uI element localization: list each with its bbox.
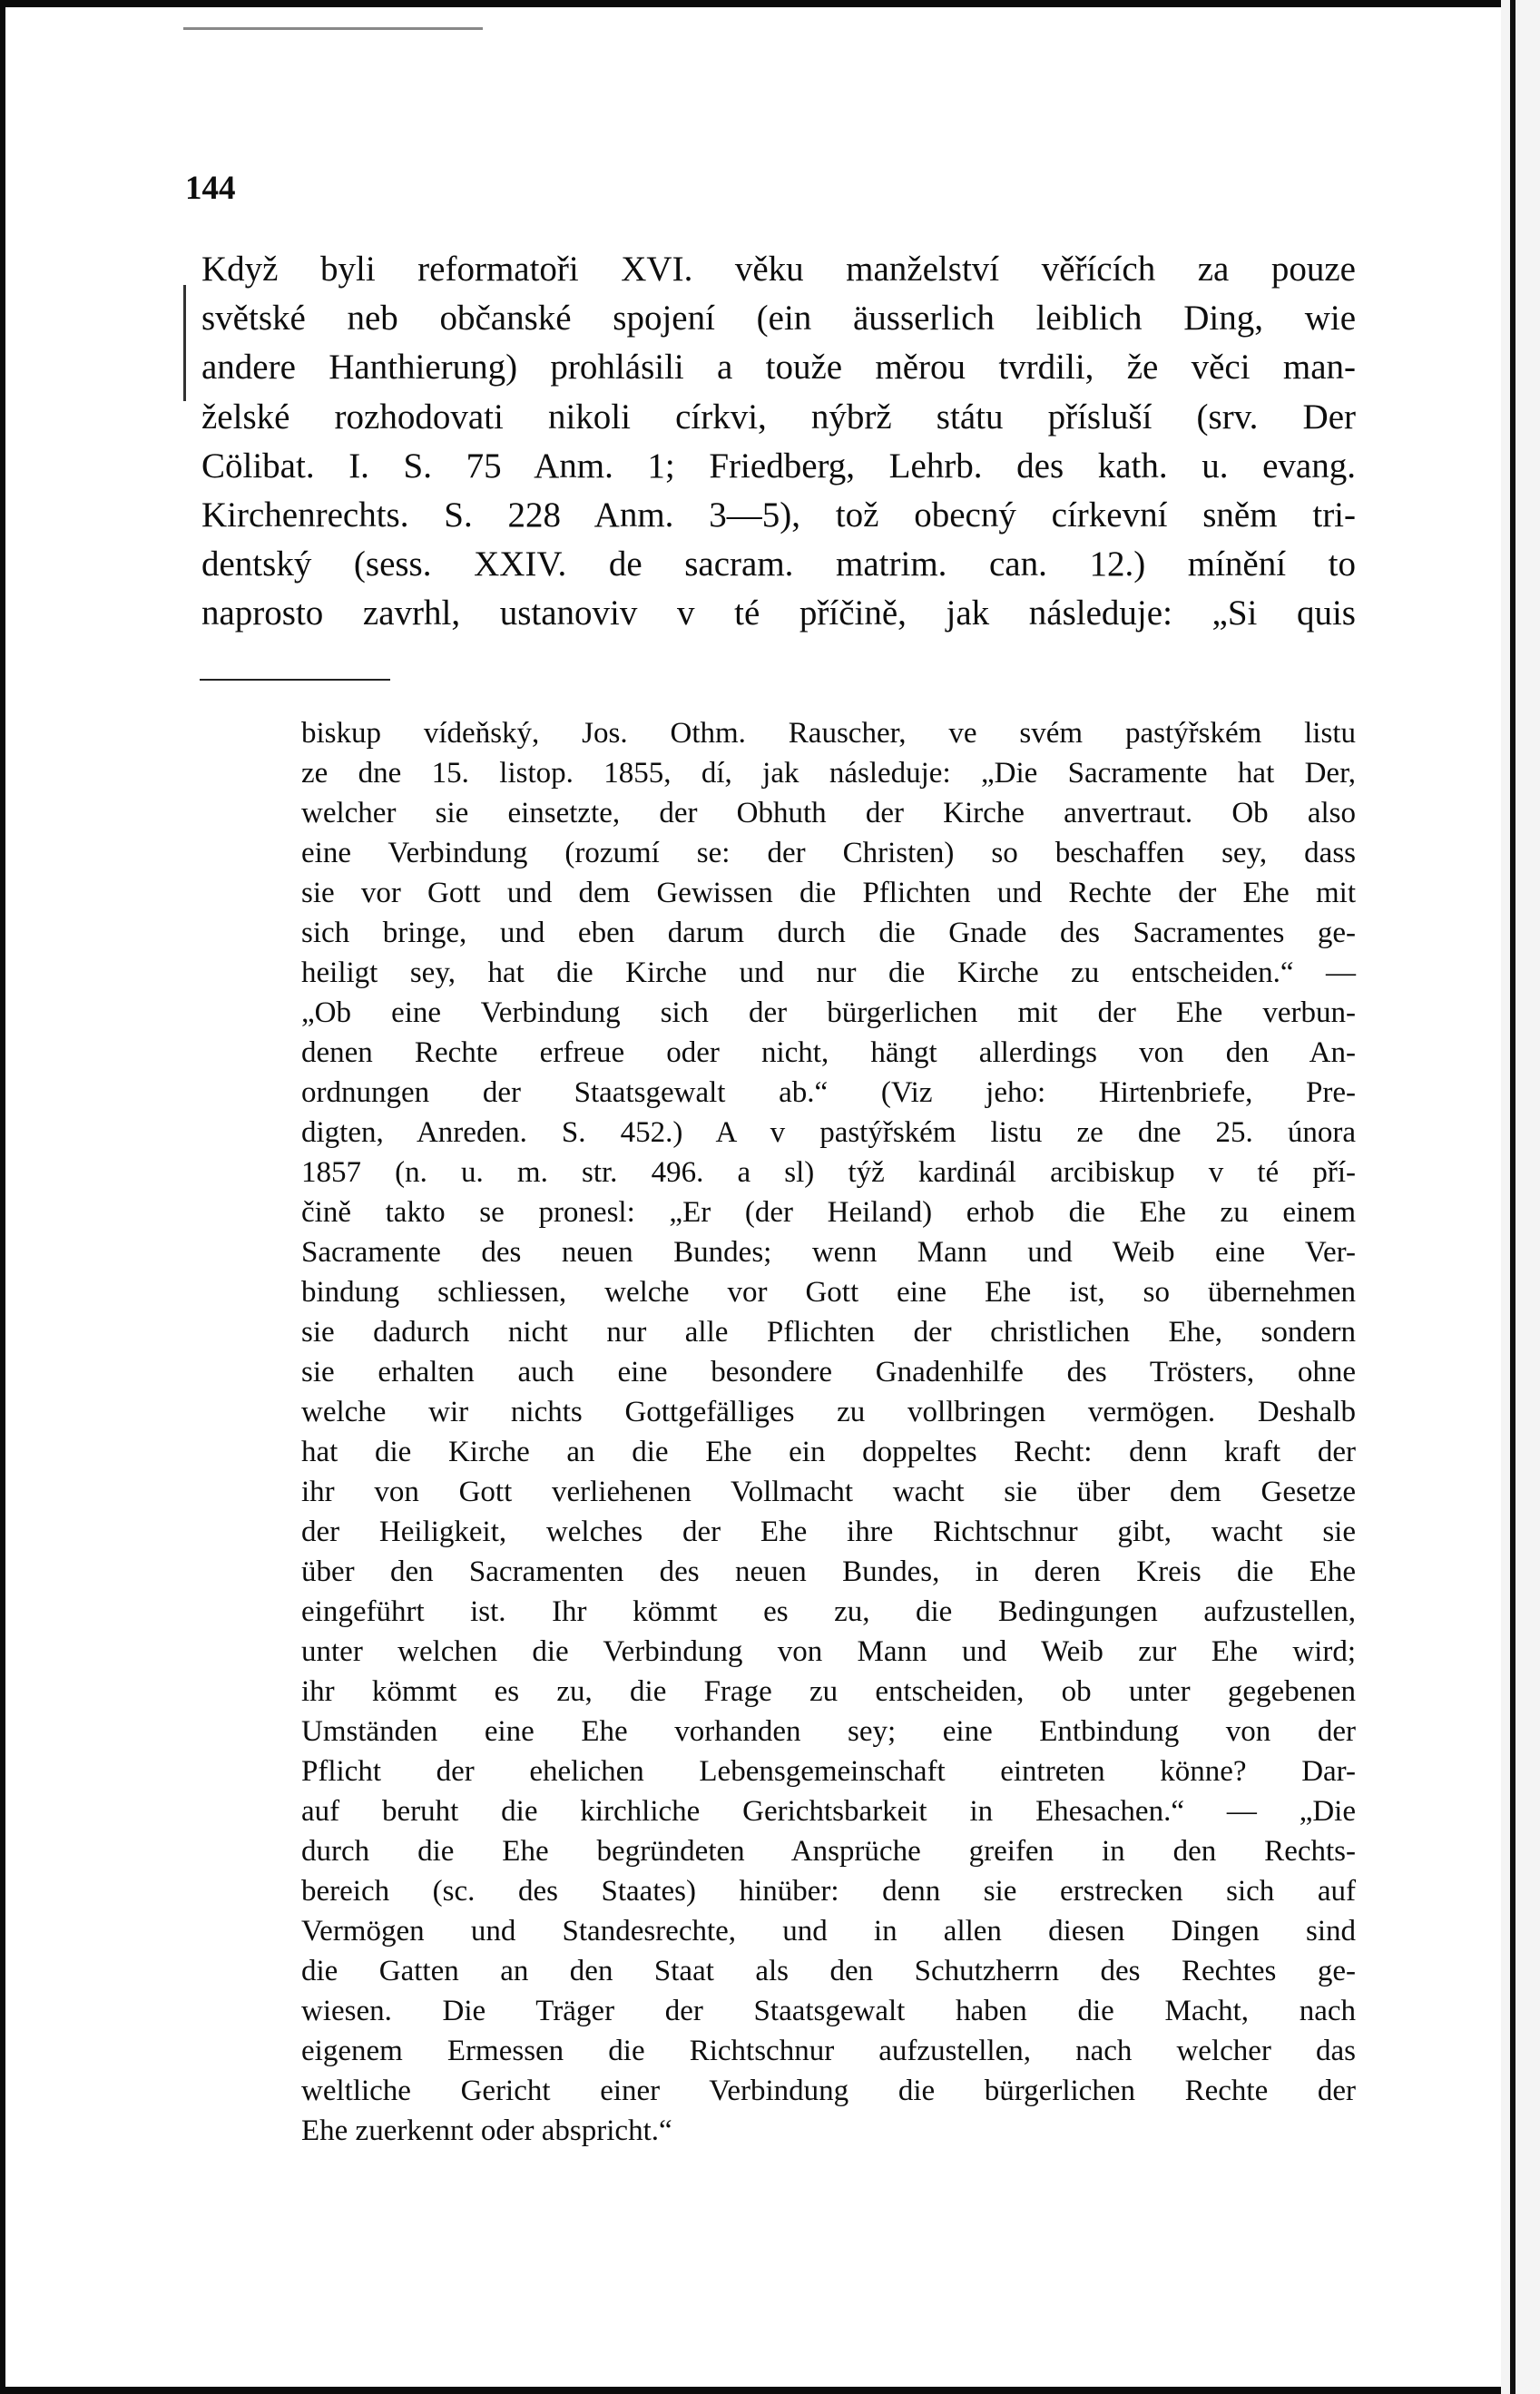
footnote-line: der Heiligkeit, welches der Ehe ihre Richtschnur gibt, wacht sie [301,1516,1356,1548]
footnote [301,713,1356,2151]
footnote-line: Sacramente des neuen Bundes; wenn Mann und Weib eine Ver- [301,1236,1356,1269]
footnote-line: biskup vídeňský, Jos. Othm. Rauscher, ve svém pastýřském listu [301,717,1356,750]
footnote-line: ihr kömmt es zu, die Frage zu entscheiden, ob unter gegebenen [301,1675,1356,1708]
footnote-line: Vermögen und Standesrechte, und in allen diesen Dingen sind [301,1915,1356,1948]
text-line: dentský (sess. XXIV. de sacram. matrim. can. 12.) mínění to [201,545,1356,584]
footnote-line: sie dadurch nicht nur alle Pflichten der christlichen Ehe, sondern [301,1316,1356,1349]
footnote-line: bereich (sc. des Staates) hinüber: denn sie erstrecken sich auf [301,1875,1356,1908]
footnote-line: Umständen eine Ehe vorhanden sey; eine Entbindung von der [301,1715,1356,1748]
footnote-line: Pflicht der ehelichen Lebensgemeinschaft eintreten könne? Dar- [301,1755,1356,1788]
footnote-line: sie vor Gott und dem Gewissen die Pflichten und Rechte der Ehe mit [301,877,1356,909]
text-line: andere Hanthierung) prohlásili a touže měrou tvrdili, že věci man- [201,348,1356,388]
footnote-line: hat die Kirche an die Ehe ein doppeltes Recht: denn kraft der [301,1436,1356,1468]
footnote-line: eigenem Ermessen die Richtschnur aufzustellen, nach welcher das [301,2035,1356,2067]
footnote-line: ordnungen der Staatsgewalt ab.“ (Viz jeho: Hirtenbriefe, Pre- [301,1076,1356,1109]
text-line: Cölibat. I. S. 75 Anm. 1; Friedberg, Lehrb. des kath. u. evang. [201,446,1356,486]
top-scan-mark [183,27,483,30]
footnote-line: ze dne 15. listop. 1855, dí, jak následuje: „Die Sacramente hat Der, [301,757,1356,790]
edge-line [1510,0,1515,2394]
footnote-line: über den Sacramenten des neuen Bundes, in deren Kreis die Ehe [301,1555,1356,1588]
footnote-line: Ehe zuerkennt oder abspricht.“ [301,2114,672,2147]
main-paragraph [201,245,1356,639]
footnote-line: ihr von Gott verliehenen Vollmacht wacht sie über dem Gesetze [301,1476,1356,1508]
footnote-line: eine Verbindung (rozumí se: der Christen) so beschaffen sey, dass [301,837,1356,869]
footnote-line: weltliche Gericht einer Verbindung die bürgerlichen Rechte der [301,2075,1356,2107]
footnote-line: denen Rechte erfreue oder nicht, hängt allerdings von den An- [301,1036,1356,1069]
footnote-line: heiligt sey, hat die Kirche und nur die Kirche zu entscheiden.“ — [301,957,1356,989]
footnote-line: sie erhalten auch eine besondere Gnadenhilfe des Trösters, ohne [301,1356,1356,1388]
footnote-line: die Gatten an den Staat als den Schutzherrn des Rechtes ge- [301,1955,1356,1987]
footnote-line: durch die Ehe begründeten Ansprüche greifen in den Rechts- [301,1835,1356,1868]
text-line: naprosto zavrhl, ustanoviv v té příčině, jak následuje: „Si quis [201,594,1356,633]
page-edge [1501,0,1540,2394]
margin-mark [183,285,186,401]
footnote-line: welche wir nichts Gottgefälliges zu vollbringen vermögen. Deshalb [301,1396,1356,1428]
book-page [5,7,1501,2387]
footnote-line: wiesen. Die Träger der Staatsgewalt haben die Macht, nach [301,1995,1356,2027]
text-line: světské neb občanské spojení (ein äusserlich leiblich Ding, wie [201,299,1356,338]
text-line: želské rozhodovati nikoli církvi, nýbrž státu přísluší (srv. Der [201,397,1356,437]
footnote-line: digten, Anreden. S. 452.) A v pastýřském listu ze dne 25. února [301,1116,1356,1149]
footnote-line: čině takto se pronesl: „Er (der Heiland) erhob die Ehe zu einem [301,1196,1356,1229]
footnote-line: „Ob eine Verbindung sich der bürgerlichen mit der Ehe verbun- [301,996,1356,1029]
page-number: 144 [185,170,236,207]
text-line: Když byli reformatoři XVI. věku manželství věřících za pouze [201,250,1356,289]
footnote-line: eingeführt ist. Ihr kömmt es zu, die Bedingungen aufzustellen, [301,1595,1356,1628]
footnote-line: 1857 (n. u. m. str. 496. a sl) týž kardinál arcibiskup v té pří- [301,1156,1356,1189]
footnote-line: auf beruht die kirchliche Gerichtsbarkeit in Ehesachen.“ — „Die [301,1795,1356,1828]
footnote-separator [200,679,390,681]
text-line: Kirchenrechts. S. 228 Anm. 3—5), tož obecný církevní sněm tri- [201,495,1356,535]
footnote-line: sich bringe, und eben darum durch die Gnade des Sacramentes ge- [301,917,1356,949]
footnote-line: bindung schliessen, welche vor Gott eine Ehe ist, so übernehmen [301,1276,1356,1309]
footnote-line: welcher sie einsetzte, der Obhuth der Kirche anvertraut. Ob also [301,797,1356,829]
footnote-line: unter welchen die Verbindung von Mann und Weib zur Ehe wird; [301,1635,1356,1668]
